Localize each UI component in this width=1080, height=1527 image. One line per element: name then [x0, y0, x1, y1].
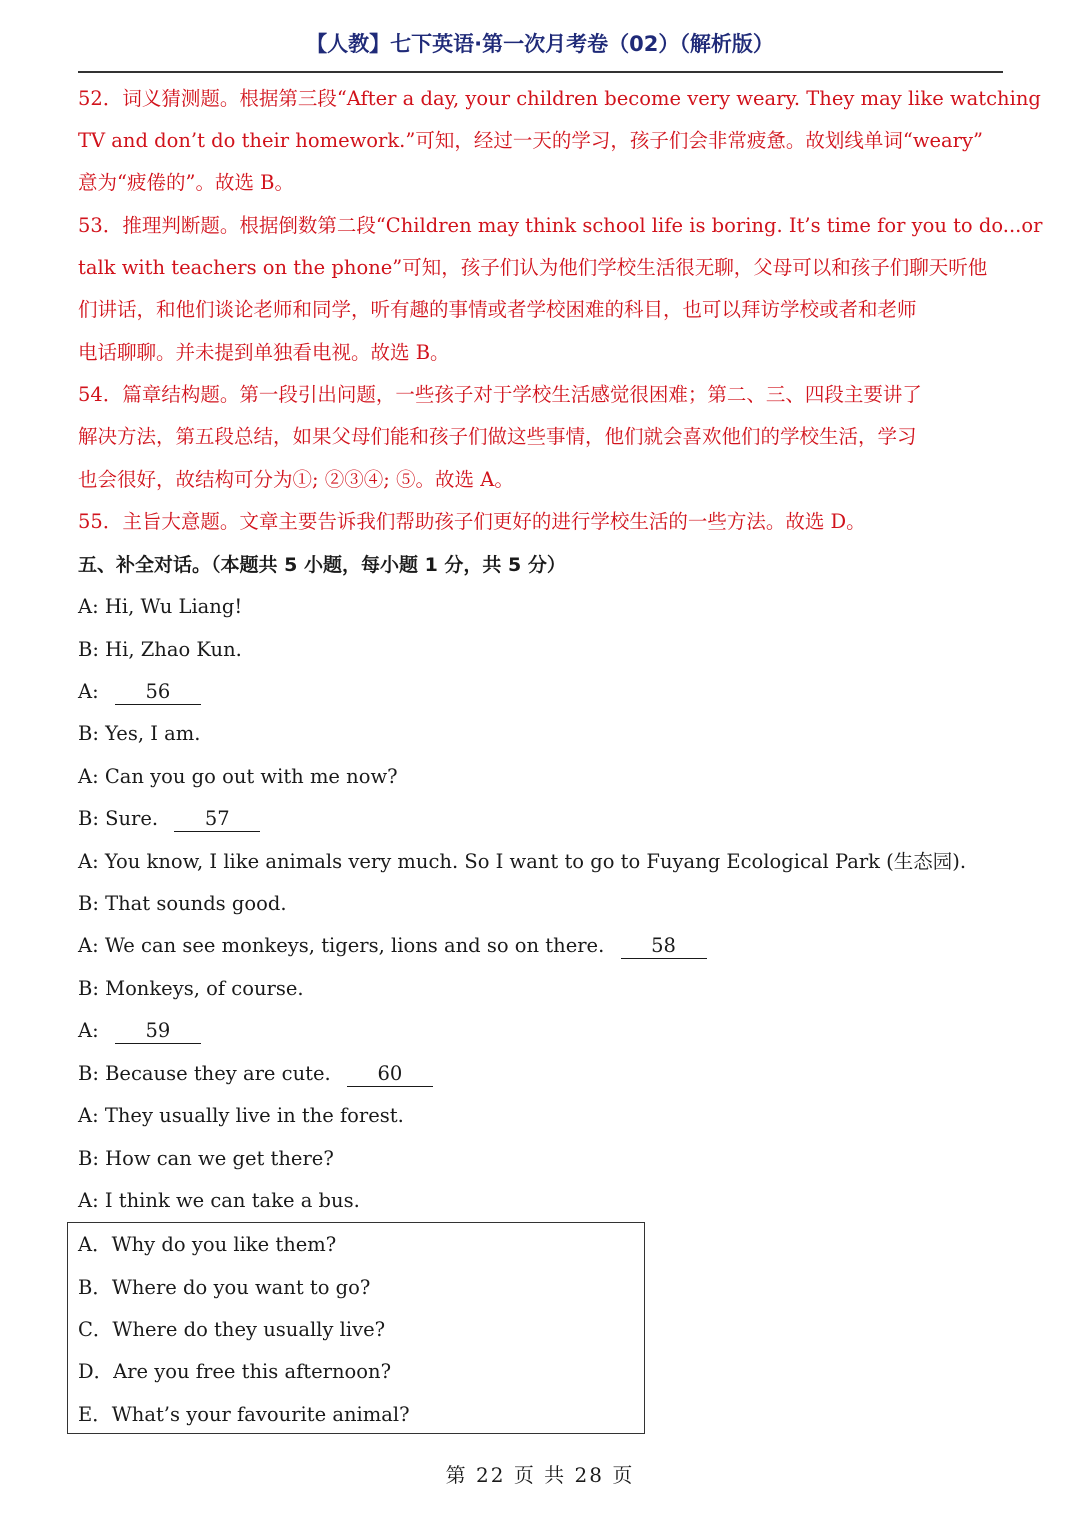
dialogue-line: B: Monkeys, of course. — [78, 977, 304, 1000]
answer-blank-57: 57 — [174, 807, 260, 832]
speaker-label: A: — [78, 680, 99, 703]
option-c: C．Where do they usually live? — [78, 1318, 386, 1341]
answer-blank-56: 56 — [115, 680, 201, 705]
speaker-label: A: — [78, 1019, 99, 1042]
dialogue-line-blank-59 — [78, 1018, 201, 1044]
dialogue-line: A: Hi, Wu Liang! — [78, 595, 243, 618]
header-divider — [78, 71, 1003, 73]
answer-blank-58: 58 — [621, 934, 707, 959]
analysis-q52-line-1: 52．词义猜测题。根据第三段“After a day, your children become very weary. They may like watching — [78, 87, 1041, 110]
analysis-q53-line-3: 们讲话，和他们谈论老师和同学，听有趣的事情或者学校困难的科目，也可以拜访学校或者和老师 — [78, 298, 917, 321]
analysis-q52-line-2: TV and don’t do their homework.”可知，经过一天的学习，孩子们会非常疲惫。故划线单词“weary” — [78, 129, 983, 152]
dialogue-line-blank-56 — [78, 679, 201, 705]
dialogue-line-blank-60 — [78, 1061, 433, 1087]
dialogue-line: A: You know, I like animals very much. So I want to go to Fuyang Ecological Park (生态园). — [78, 850, 967, 873]
dialogue-line: A: They usually live in the forest. — [78, 1104, 404, 1127]
answer-blank-59: 59 — [115, 1019, 201, 1044]
analysis-q54-line-1: 54．篇章结构题。第一段引出问题，一些孩子对于学校生活感觉很困难；第二、三、四段主要讲了 — [78, 383, 922, 406]
section-title: 五、补全对话。（本题共 5 小题，每小题 1 分，共 5 分） — [78, 554, 566, 576]
dialogue-text: B: Because they are cute. — [78, 1062, 331, 1085]
dialogue-text: A: We can see monkeys, tigers, lions and so on there. — [78, 934, 605, 957]
option-b: B．Where do you want to go? — [78, 1276, 371, 1299]
dialogue-line: B: Yes, I am. — [78, 722, 201, 745]
option-d: D．Are you free this afternoon? — [78, 1360, 392, 1383]
dialogue-line: A: Can you go out with me now? — [78, 765, 398, 788]
page-header-title: 【人教】七下英语·第一次月考卷（02）（解析版） — [306, 32, 774, 56]
dialogue-text: B: Sure. — [78, 807, 159, 830]
dialogue-line: B: Hi, Zhao Kun. — [78, 638, 242, 661]
option-a: A．Why do you like them? — [78, 1233, 337, 1256]
options-box — [67, 1222, 645, 1434]
analysis-q53-line-2: talk with teachers on the phone”可知，孩子们认为他们学校生活很无聊，父母可以和孩子们聊天听他 — [78, 256, 988, 279]
answer-blank-60: 60 — [347, 1062, 433, 1087]
option-e: E．What’s your favourite animal? — [78, 1403, 410, 1426]
analysis-q54-line-3: 也会很好，故结构可分为①; ②③④; ⑤。故选 A。 — [78, 468, 514, 491]
analysis-q52-line-3: 意为“疲倦的”。故选 B。 — [78, 171, 294, 194]
dialogue-line: B: How can we get there? — [78, 1147, 334, 1170]
analysis-q53-line-4: 电话聊聊。并未提到单独看电视。故选 B。 — [78, 341, 450, 364]
analysis-q54-line-2: 解决方法，第五段总结，如果父母们能和孩子们做这些事情，他们就会喜欢他们的学校生活，学习 — [78, 425, 917, 448]
dialogue-line-blank-57 — [78, 806, 260, 832]
dialogue-line-blank-58 — [78, 933, 707, 959]
page-number: 第 22 页 共 28 页 — [445, 1463, 635, 1487]
dialogue-line: B: That sounds good. — [78, 892, 287, 915]
analysis-q55-line-1: 55．主旨大意题。文章主要告诉我们帮助孩子们更好的进行学校生活的一些方法。故选 D。 — [78, 510, 866, 533]
analysis-q53-line-1: 53．推理判断题。根据倒数第二段“Children may think school life is boring. It’s time for you to do...or — [78, 214, 1043, 237]
dialogue-line: A: I think we can take a bus. — [78, 1189, 360, 1212]
